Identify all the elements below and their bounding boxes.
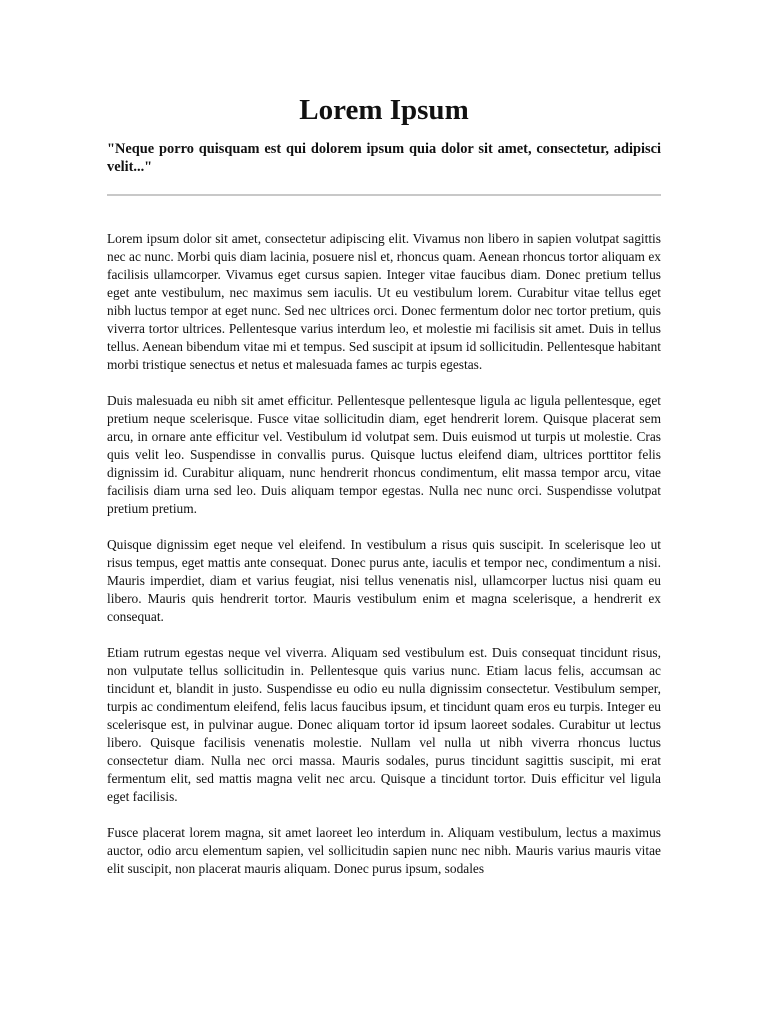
body-paragraph-2: Duis malesuada eu nibh sit amet efficitur. Pellentesque pellentesque ligula ac ligula pellentesque, eget pretium neque scelerisque. Fusce vitae sollicitudin diam, eget hendrerit lorem. Quisque placerat sem arcu, in ornare ante efficitur vel. Vestibulum id volutpat sem. Duis euismod ut turpis ut molestie. Cras quis velit leo. Suspendisse in convallis purus. Quisque luctus eleifend diam, ultrices porttitor felis dignissim id. Curabitur aliquam, nunc hendrerit rhoncus condimentum, elit massa tempor arcu, vitae facilisis diam urna sed leo. Duis aliquam tempor egestas. Nulla nec nunc orci. Suspendisse volutpat pretium pretium.: [107, 393, 661, 516]
document-page: [107, 0, 661, 896]
body-paragraph-5: Fusce placerat lorem magna, sit amet laoreet leo interdum in. Aliquam vestibulum, lectus a maximus auctor, odio arcu elementum sapien, vel sollicitudin sapien nunc nec nibh. Mauris varius mauris vitae elit suscipit, non placerat mauris aliquam. Donec purus ipsum, sodales: [107, 825, 661, 876]
body-paragraph-3: Quisque dignissim eget neque vel eleifend. In vestibulum a risus quis suscipit. In scelerisque leo ut risus tempus, eget mattis ante consequat. Donec purus ante, iaculis et tempor nec, condimentum a nisi. Mauris imperdiet, diam et varius feugiat, nisi tellus venenatis nisl, ullamcorper luctus nisi quam eu libero. Mauris quis hendrerit tortor. Mauris vestibulum enim et magna scelerisque, a hendrerit ex consequat.: [107, 537, 661, 624]
document-body: [107, 230, 661, 878]
body-paragraph-1: Lorem ipsum dolor sit amet, consectetur adipiscing elit. Vivamus non libero in sapien volutpat sagittis nec ac nunc. Morbi quis diam lacinia, posuere nisl et, rhoncus quam. Aenean rhoncus tortor aliquam ex facilisis ullamcorper. Vivamus eget cursus sapien. Integer vitae faucibus diam. Donec pretium tellus eget ante vestibulum, nec maximus sem iaculis. Ut eu vestibulum lorem. Curabitur vitae tellus eget nibh luctus tempor at eget nunc. Sed nec ultrices orci. Donec fermentum dolor nec tortor pretium, quis viverra tortor ultrices. Pellentesque varius interdum leo, et molestie mi facilisis sit amet. Duis in tellus tellus. Aenean bibendum vitae mi et tempus. Sed suscipit at ipsum id sollicitudin. Pellentesque habitant morbi tristique senectus et netus et malesuada fames ac turpis egestas.: [107, 231, 661, 372]
body-paragraph-4: Etiam rutrum egestas neque vel viverra. Aliquam sed vestibulum est. Duis consequat tincidunt risus, non vulputate tellus sollicitudin in. Pellentesque quis varius nunc. Etiam lacus felis, accumsan ac tincidunt et, blandit in justo. Suspendisse eu odio eu nulla dignissim consectetur. Vestibulum semper, turpis ac condimentum eleifend, felis lacus faucibus ipsum, et tincidunt quam eros eu turpis. Integer eu scelerisque est, in pulvinar augue. Donec aliquam tortor id ipsum laoreet sodales. Curabitur ut lectus libero. Quisque facilisis venenatis molestie. Nullam vel nulla ut nibh viverra rhoncus luctus consectetur diam. Nulla nec orci massa. Mauris sodales, purus tincidunt sagittis suscipit, mi erat fermentum elit, sed mattis magna velit nec arcu. Quisque a tincidunt tortor. Duis efficitur vel ligula eget facilisis.: [107, 645, 661, 804]
epigraph-quote: "Neque porro quisquam est qui dolorem ipsum quia dolor sit amet, consectetur, adipisci velit...": [107, 141, 661, 175]
horizontal-divider: [107, 194, 661, 196]
page-title: Lorem Ipsum: [299, 94, 469, 126]
